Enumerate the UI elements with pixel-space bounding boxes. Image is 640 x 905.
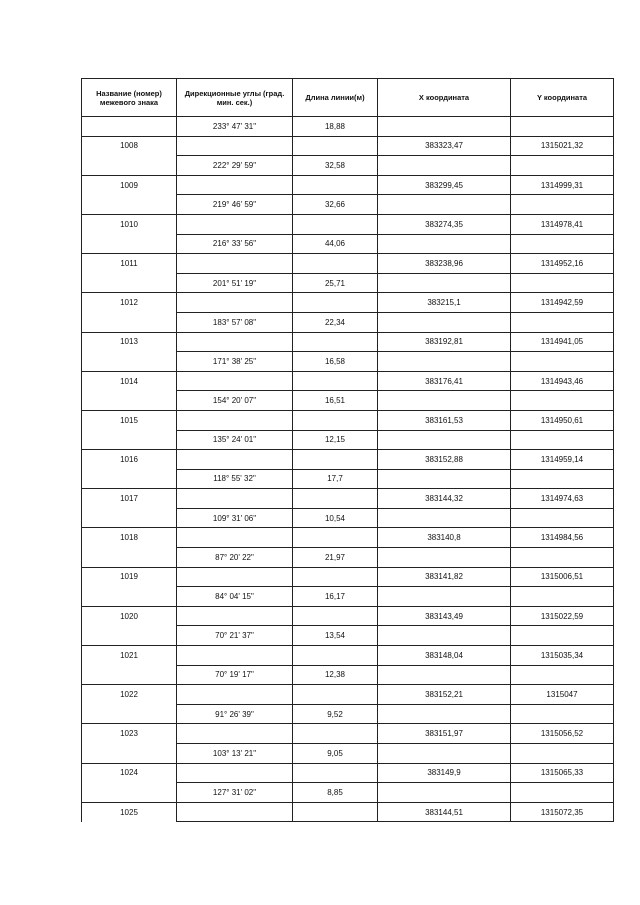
- cell-y-coordinate: [511, 626, 614, 646]
- cell-y-coordinate: 1314943,46: [511, 371, 614, 391]
- cell-x-coordinate: [378, 626, 511, 646]
- cell-y-coordinate: 1314942,59: [511, 293, 614, 313]
- cell-line-length: [293, 528, 378, 548]
- table-row-point: [82, 567, 614, 587]
- cell-y-coordinate: 1315021,32: [511, 136, 614, 156]
- cell-y-coordinate: [511, 665, 614, 685]
- cell-direction-angle: 103° 13' 21": [177, 744, 293, 764]
- cell-line-length: [293, 567, 378, 587]
- cell-direction-angle: [177, 293, 293, 313]
- table-row-point: [82, 489, 614, 509]
- cell-point-name: 1008: [82, 136, 177, 156]
- cell-point-name: [82, 626, 177, 646]
- cell-point-name: 1018: [82, 528, 177, 548]
- cell-y-coordinate: 1314984,56: [511, 528, 614, 548]
- cell-line-length: [293, 175, 378, 195]
- table-row-line: [82, 587, 614, 607]
- table-row-line: [82, 508, 614, 528]
- cell-point-name: 1025: [82, 802, 177, 822]
- cell-line-length: 9,05: [293, 744, 378, 764]
- cell-y-coordinate: 1315047: [511, 685, 614, 705]
- cell-direction-angle: 135° 24' 01": [177, 430, 293, 450]
- table-body: [82, 117, 614, 822]
- cell-direction-angle: [177, 528, 293, 548]
- cell-y-coordinate: 1314952,16: [511, 254, 614, 274]
- cell-point-name: [82, 391, 177, 411]
- cell-point-name: [82, 704, 177, 724]
- cell-x-coordinate: 383323,47: [378, 136, 511, 156]
- cell-direction-angle: [177, 254, 293, 274]
- cell-x-coordinate: [378, 352, 511, 372]
- cell-y-coordinate: [511, 548, 614, 568]
- cell-x-coordinate: [378, 704, 511, 724]
- cell-x-coordinate: 383161,53: [378, 410, 511, 430]
- cell-line-length: [293, 254, 378, 274]
- cell-line-length: 32,66: [293, 195, 378, 215]
- cell-line-length: [293, 763, 378, 783]
- cell-y-coordinate: 1314959,14: [511, 450, 614, 470]
- cell-x-coordinate: 383176,41: [378, 371, 511, 391]
- cell-point-name: 1013: [82, 332, 177, 352]
- cell-y-coordinate: 1315065,33: [511, 763, 614, 783]
- cell-direction-angle: [177, 332, 293, 352]
- cell-y-coordinate: [511, 156, 614, 176]
- table-row-line: [82, 117, 614, 137]
- cell-y-coordinate: 1315022,59: [511, 606, 614, 626]
- cell-line-length: 9,52: [293, 704, 378, 724]
- cell-line-length: 21,97: [293, 548, 378, 568]
- cell-direction-angle: [177, 763, 293, 783]
- cell-x-coordinate: 383238,96: [378, 254, 511, 274]
- cell-direction-angle: 171° 38' 25": [177, 352, 293, 372]
- cell-x-coordinate: [378, 548, 511, 568]
- cell-line-length: 44,06: [293, 234, 378, 254]
- cell-point-name: [82, 273, 177, 293]
- header-point-name: Название (номер) межевого знака: [82, 79, 177, 117]
- table-row-line: [82, 273, 614, 293]
- cell-y-coordinate: [511, 391, 614, 411]
- table-row-point: [82, 724, 614, 744]
- cell-point-name: 1009: [82, 175, 177, 195]
- cell-direction-angle: [177, 371, 293, 391]
- cell-line-length: 25,71: [293, 273, 378, 293]
- cell-x-coordinate: [378, 430, 511, 450]
- table-row-point: [82, 293, 614, 313]
- cell-x-coordinate: [378, 391, 511, 411]
- cell-direction-angle: 233° 47' 31": [177, 117, 293, 137]
- cell-point-name: [82, 430, 177, 450]
- cell-y-coordinate: [511, 273, 614, 293]
- cell-point-name: 1023: [82, 724, 177, 744]
- cell-x-coordinate: 383151,97: [378, 724, 511, 744]
- cell-line-length: [293, 410, 378, 430]
- cell-y-coordinate: 1314974,63: [511, 489, 614, 509]
- cell-x-coordinate: [378, 156, 511, 176]
- cell-y-coordinate: [511, 587, 614, 607]
- cell-y-coordinate: [511, 352, 614, 372]
- cell-x-coordinate: 383140,8: [378, 528, 511, 548]
- cell-point-name: [82, 548, 177, 568]
- cell-y-coordinate: 1314999,31: [511, 175, 614, 195]
- cell-x-coordinate: [378, 234, 511, 254]
- cell-y-coordinate: [511, 469, 614, 489]
- cell-y-coordinate: [511, 312, 614, 332]
- cell-y-coordinate: 1314978,41: [511, 214, 614, 234]
- cell-direction-angle: [177, 606, 293, 626]
- table-row-point: [82, 371, 614, 391]
- cell-x-coordinate: [378, 312, 511, 332]
- cell-point-name: [82, 783, 177, 803]
- cell-line-length: 18,88: [293, 117, 378, 137]
- cell-point-name: [82, 117, 177, 137]
- cell-point-name: 1011: [82, 254, 177, 274]
- cell-y-coordinate: [511, 704, 614, 724]
- cell-x-coordinate: [378, 783, 511, 803]
- cell-point-name: [82, 195, 177, 215]
- cell-direction-angle: 91° 26' 39": [177, 704, 293, 724]
- cell-y-coordinate: [511, 744, 614, 764]
- cell-direction-angle: 109° 31' 06": [177, 508, 293, 528]
- cell-direction-angle: [177, 214, 293, 234]
- header-direction-angle: Дирекционные углы (град. мин. сек.): [177, 79, 293, 117]
- table-header-row: [82, 79, 614, 117]
- cell-direction-angle: 216° 33' 56": [177, 234, 293, 254]
- cell-x-coordinate: 383192,81: [378, 332, 511, 352]
- cell-y-coordinate: [511, 430, 614, 450]
- cell-line-length: 22,34: [293, 312, 378, 332]
- cell-y-coordinate: [511, 195, 614, 215]
- cell-direction-angle: [177, 136, 293, 156]
- cell-x-coordinate: 383141,82: [378, 567, 511, 587]
- cell-y-coordinate: [511, 234, 614, 254]
- cell-x-coordinate: 383149,9: [378, 763, 511, 783]
- cell-line-length: 16,17: [293, 587, 378, 607]
- cell-point-name: [82, 508, 177, 528]
- table-row-line: [82, 744, 614, 764]
- table-row-point: [82, 606, 614, 626]
- cell-line-length: [293, 802, 378, 822]
- cell-direction-angle: 219° 46' 59": [177, 195, 293, 215]
- cell-direction-angle: 70° 19' 17": [177, 665, 293, 685]
- table-row-line: [82, 195, 614, 215]
- cell-x-coordinate: [378, 744, 511, 764]
- header-line-length: Длина линии(м): [293, 79, 378, 117]
- cell-x-coordinate: 383148,04: [378, 646, 511, 666]
- cell-line-length: [293, 606, 378, 626]
- cell-direction-angle: [177, 175, 293, 195]
- cell-line-length: [293, 450, 378, 470]
- cell-x-coordinate: 383144,32: [378, 489, 511, 509]
- cell-line-length: 32,58: [293, 156, 378, 176]
- cell-point-name: [82, 744, 177, 764]
- cell-x-coordinate: [378, 587, 511, 607]
- cell-direction-angle: 222° 29' 59": [177, 156, 293, 176]
- cell-line-length: [293, 136, 378, 156]
- cell-line-length: [293, 332, 378, 352]
- cell-point-name: [82, 234, 177, 254]
- cell-direction-angle: [177, 802, 293, 822]
- table-row-point: [82, 450, 614, 470]
- cell-point-name: 1014: [82, 371, 177, 391]
- table-row-line: [82, 234, 614, 254]
- cell-point-name: [82, 352, 177, 372]
- cell-line-length: [293, 489, 378, 509]
- table-row-line: [82, 312, 614, 332]
- cell-point-name: [82, 312, 177, 332]
- cell-x-coordinate: 383143,49: [378, 606, 511, 626]
- cell-x-coordinate: [378, 665, 511, 685]
- cell-point-name: 1016: [82, 450, 177, 470]
- cell-line-length: 16,58: [293, 352, 378, 372]
- cell-direction-angle: [177, 567, 293, 587]
- table-row-point: [82, 763, 614, 783]
- cell-direction-angle: 84° 04' 15": [177, 587, 293, 607]
- cell-line-length: [293, 724, 378, 744]
- cell-line-length: [293, 685, 378, 705]
- table-row-point: [82, 646, 614, 666]
- cell-direction-angle: [177, 410, 293, 430]
- cell-point-name: [82, 469, 177, 489]
- cell-x-coordinate: [378, 117, 511, 137]
- cell-point-name: 1010: [82, 214, 177, 234]
- cell-y-coordinate: [511, 117, 614, 137]
- cell-point-name: 1020: [82, 606, 177, 626]
- cell-point-name: 1015: [82, 410, 177, 430]
- table-row-point: [82, 528, 614, 548]
- cell-point-name: 1017: [82, 489, 177, 509]
- cell-line-length: [293, 293, 378, 313]
- table-row-point: [82, 410, 614, 430]
- table-row-point: [82, 332, 614, 352]
- cell-y-coordinate: 1314950,61: [511, 410, 614, 430]
- cell-x-coordinate: 383152,88: [378, 450, 511, 470]
- cell-direction-angle: 154° 20' 07": [177, 391, 293, 411]
- cell-line-length: 12,38: [293, 665, 378, 685]
- cell-y-coordinate: 1315072,35: [511, 802, 614, 822]
- table-row-line: [82, 156, 614, 176]
- cell-point-name: 1012: [82, 293, 177, 313]
- table-row-line: [82, 626, 614, 646]
- table-row-line: [82, 704, 614, 724]
- cell-point-name: 1022: [82, 685, 177, 705]
- cell-x-coordinate: [378, 195, 511, 215]
- cell-x-coordinate: 383215,1: [378, 293, 511, 313]
- cell-line-length: 16,51: [293, 391, 378, 411]
- cell-direction-angle: 201° 51' 19": [177, 273, 293, 293]
- header-y-coordinate: Y координата: [511, 79, 614, 117]
- table-row-point: [82, 685, 614, 705]
- cell-x-coordinate: 383144,51: [378, 802, 511, 822]
- cell-direction-angle: 87° 20' 22": [177, 548, 293, 568]
- cell-y-coordinate: 1314941,05: [511, 332, 614, 352]
- table-row-point: [82, 254, 614, 274]
- table-row-point: [82, 136, 614, 156]
- table-row-line: [82, 352, 614, 372]
- table-row-line: [82, 783, 614, 803]
- cell-line-length: 10,54: [293, 508, 378, 528]
- cell-y-coordinate: 1315035,34: [511, 646, 614, 666]
- cell-direction-angle: 127° 31' 02": [177, 783, 293, 803]
- cell-line-length: 8,85: [293, 783, 378, 803]
- cell-direction-angle: 70° 21' 37": [177, 626, 293, 646]
- boundary-coordinates-table: [81, 78, 614, 822]
- cell-line-length: 13,54: [293, 626, 378, 646]
- cell-direction-angle: 183° 57' 08": [177, 312, 293, 332]
- cell-direction-angle: [177, 489, 293, 509]
- cell-point-name: [82, 156, 177, 176]
- table-row-line: [82, 391, 614, 411]
- cell-point-name: 1019: [82, 567, 177, 587]
- cell-line-length: 17,7: [293, 469, 378, 489]
- cell-point-name: [82, 587, 177, 607]
- table-row-line: [82, 665, 614, 685]
- cell-point-name: 1024: [82, 763, 177, 783]
- cell-direction-angle: [177, 450, 293, 470]
- cell-point-name: [82, 665, 177, 685]
- cell-x-coordinate: 383152,21: [378, 685, 511, 705]
- table-row-point: [82, 175, 614, 195]
- cell-line-length: [293, 371, 378, 391]
- cell-x-coordinate: [378, 469, 511, 489]
- cell-x-coordinate: 383274,35: [378, 214, 511, 234]
- cell-line-length: [293, 646, 378, 666]
- cell-line-length: [293, 214, 378, 234]
- cell-y-coordinate: [511, 783, 614, 803]
- cell-line-length: 12,15: [293, 430, 378, 450]
- cell-direction-angle: [177, 646, 293, 666]
- cell-y-coordinate: 1315056,52: [511, 724, 614, 744]
- cell-x-coordinate: [378, 273, 511, 293]
- cell-y-coordinate: [511, 508, 614, 528]
- cell-x-coordinate: [378, 508, 511, 528]
- cell-x-coordinate: 383299,45: [378, 175, 511, 195]
- table-row-point: [82, 802, 614, 822]
- table-row-line: [82, 469, 614, 489]
- cell-direction-angle: 118° 55' 32": [177, 469, 293, 489]
- table-row-line: [82, 548, 614, 568]
- cell-direction-angle: [177, 685, 293, 705]
- cell-point-name: 1021: [82, 646, 177, 666]
- table-row-line: [82, 430, 614, 450]
- table-row-point: [82, 214, 614, 234]
- cell-direction-angle: [177, 724, 293, 744]
- header-x-coordinate: X координата: [378, 79, 511, 117]
- cell-y-coordinate: 1315006,51: [511, 567, 614, 587]
